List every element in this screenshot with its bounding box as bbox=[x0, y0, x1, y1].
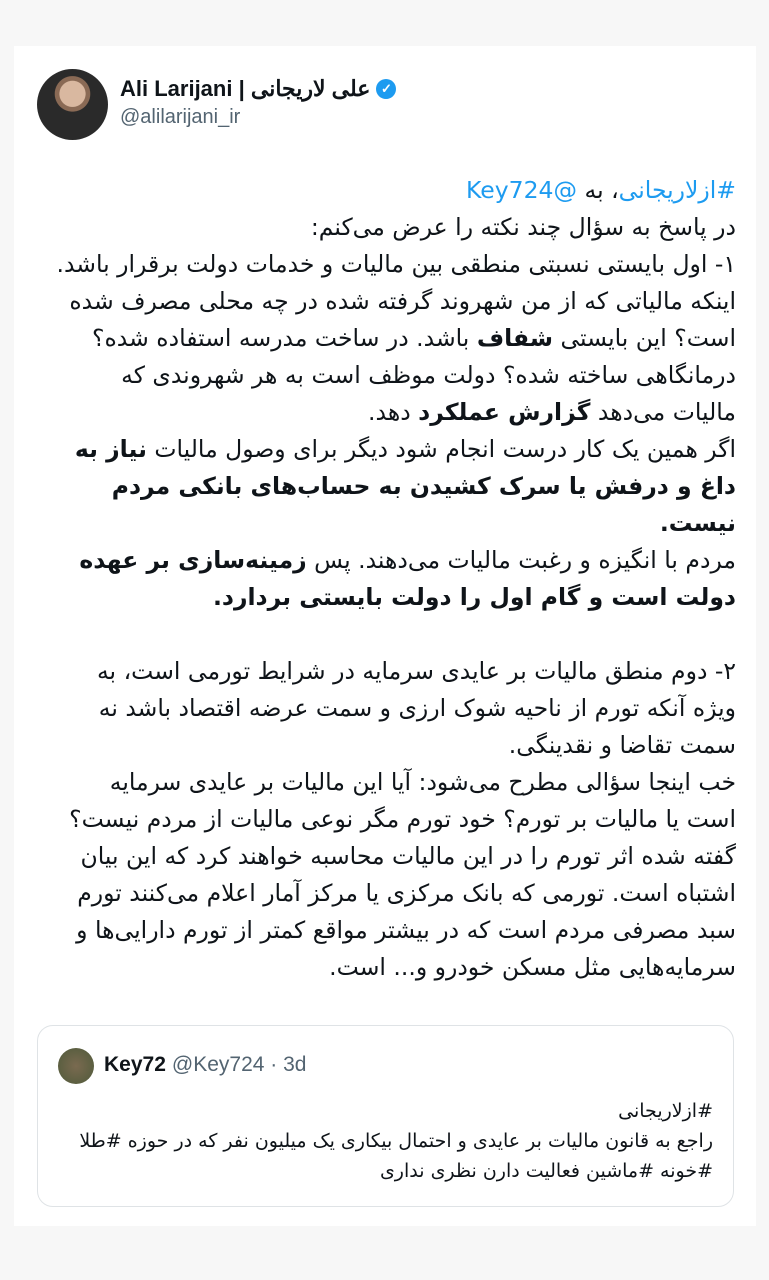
verified-badge-icon: ✓ bbox=[376, 79, 396, 99]
bold-text: شفاف bbox=[476, 324, 553, 352]
quoted-text bbox=[73, 1096, 713, 1186]
tweet-paragraph bbox=[56, 246, 736, 431]
paragraph-gap bbox=[56, 616, 736, 653]
text-segment: ۲- دوم منطق مالیات بر عایدی سرمایه در شرایط تورمی است، به ویژه آنکه تورم از ناحیه شوک ارزی و سمت عرضه اقتصاد باشد نه سمت تقاضا و نقدینگی. bbox=[96, 657, 736, 759]
text-segment: خب اینجا سؤالی مطرح می‌شود: آیا این مالیات بر عایدی سرمایه است یا مالیات بر تورم؟ خود تورم مگر نوعی مالیات از مردم نیست؟ گفته شده اثر تورم را در این مالیات محاسبه خواهند کرد که این بیان اشتباه است. تورمی که بانک مرکزی یا مرکز آمار اعلام می‌کنند تورم سبد مصرفی مردم است که در بیشتر مواقع کمتر از تورم دارایی‌ها و سرمایه‌هایی مثل مسکن خودرو و... است. bbox=[69, 768, 736, 981]
text-segment: دهد. bbox=[368, 398, 419, 426]
bold-text: گزارش عملکرد bbox=[418, 398, 591, 426]
mention-line bbox=[56, 172, 736, 209]
text-segment: در پاسخ به سؤال چند نکته را عرض می‌کنم: bbox=[310, 213, 736, 241]
quoted-line: راجع به قانون مالیات بر عایدی و احتمال بیکاری یک میلیون نفر که در حوزه #طلا #خونه #ماشین فعالیت دارن نظری نداری bbox=[79, 1130, 713, 1182]
bold-text: نیاز به داغ و درفش یا سرک کشیدن به حساب‌های بانکی مردم نیست. bbox=[74, 435, 736, 537]
quoted-time: · 3d bbox=[270, 1053, 307, 1076]
text-segment: مردم با انگیزه و رغبت مالیات می‌دهند. پس bbox=[306, 546, 736, 574]
text-segment: اگر همین یک کار درست انجام شود دیگر برای وصول مالیات bbox=[146, 435, 736, 463]
quoted-handle: @Key724 bbox=[171, 1053, 265, 1076]
author-name-row[interactable] bbox=[120, 76, 396, 102]
tweet-text bbox=[56, 172, 736, 986]
quoted-name: Key72 bbox=[104, 1053, 166, 1076]
quoted-line: #ازلاریجانی bbox=[618, 1100, 713, 1122]
tweet-paragraph bbox=[56, 653, 736, 764]
author-handle[interactable]: @alilarijani_ir bbox=[120, 106, 241, 128]
hashtag-link[interactable]: #ازلاریجانی bbox=[618, 176, 736, 204]
text-segment: ۱- اول بایستی نسبتی منطقی بین مالیات و خدمات دولت برقرار باشد. اینکه مالیاتی که از من شهروند گرفته شده در چه محلی مصرف شده است؟ این بایستی bbox=[56, 250, 736, 352]
mention-connector: ، به bbox=[577, 176, 619, 204]
tweet-paragraph bbox=[56, 209, 736, 246]
tweet-paragraph bbox=[56, 764, 736, 986]
quoted-avatar bbox=[58, 1048, 94, 1084]
mention-link[interactable]: @Key724 bbox=[466, 176, 577, 204]
quoted-tweet[interactable] bbox=[37, 1025, 734, 1207]
text-segment: باشد. در ساخت مدرسه استفاده شده؟ درمانگاهی ساخته شده؟ دولت موظف است به هر شهروندی که مالیات می‌دهد bbox=[92, 324, 736, 426]
author-avatar[interactable] bbox=[37, 69, 108, 140]
bold-text: زمینه‌سازی بر عهده دولت است و گام اول را دولت بایستی بردارد. bbox=[79, 546, 736, 611]
tweet-paragraph bbox=[56, 542, 736, 616]
author-display-name[interactable]: Ali Larijani | علی لاریجانی bbox=[120, 76, 371, 101]
tweet-paragraph bbox=[56, 431, 736, 542]
quoted-header bbox=[104, 1053, 306, 1077]
